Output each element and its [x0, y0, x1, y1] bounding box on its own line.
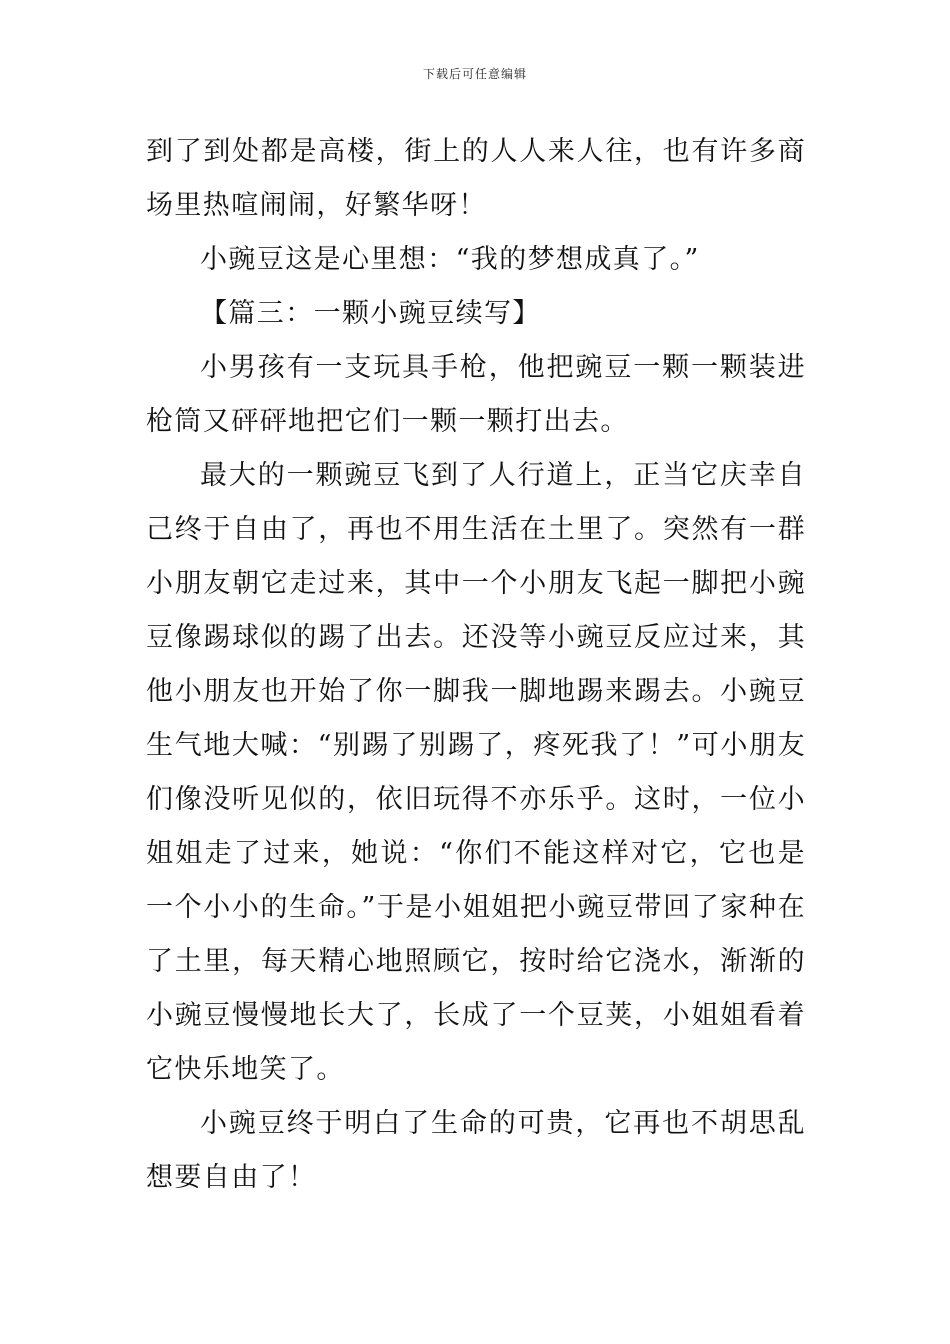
- paragraph-toy-gun: 小男孩有一支玩具手枪，他把豌豆一颗一颗装进枪筒又砰砰地把它们一颗一颗打出去。: [146, 352, 806, 437]
- paragraph-biggest-pea: 最大的一颗豌豆飞到了人行道上，正当它庆幸自己终于自由了，再也不用生活在土里了。突然有一群小朋友朝它走过来，其中一个小朋友飞起一脚把小豌豆像踢球似的踢了出去。还没等小豌豆反应过来，其他小朋友也开始了你一脚我一脚地踢来踢去。小豌豆生气地大喊：“别踢了别踢了，疼死我了！”可小朋友们像没听见似的，依旧玩得不亦乐乎。这时，一位小姐姐走了过来，她说：“你们不能这样对它，它也是一个小小的生命。”于是小姐姐把小豌豆带回了家种在了土里，每天精心地照顾它，按时给它浇水，渐渐的小豌豆慢慢地长大了，长成了一个豆荚，小姐姐看着它快乐地笑了。: [146, 460, 806, 1085]
- page-header-note: 下载后可任意编辑: [422, 67, 527, 81]
- paragraph-conclusion: 小豌豆终于明白了生命的可贵，它再也不胡思乱想要自由了！: [146, 1108, 806, 1193]
- document-body: [146, 125, 806, 1205]
- paragraph-continuation: 到了到处都是高楼，街上的人人来人往，也有许多商场里热喧闹闹，好繁华呀！: [146, 136, 806, 221]
- section-heading: 【篇三：一颗小豌豆续写】: [200, 298, 541, 329]
- paragraph-dream-come-true: 小豌豆这是心里想：“我的梦想成真了。”: [200, 244, 700, 275]
